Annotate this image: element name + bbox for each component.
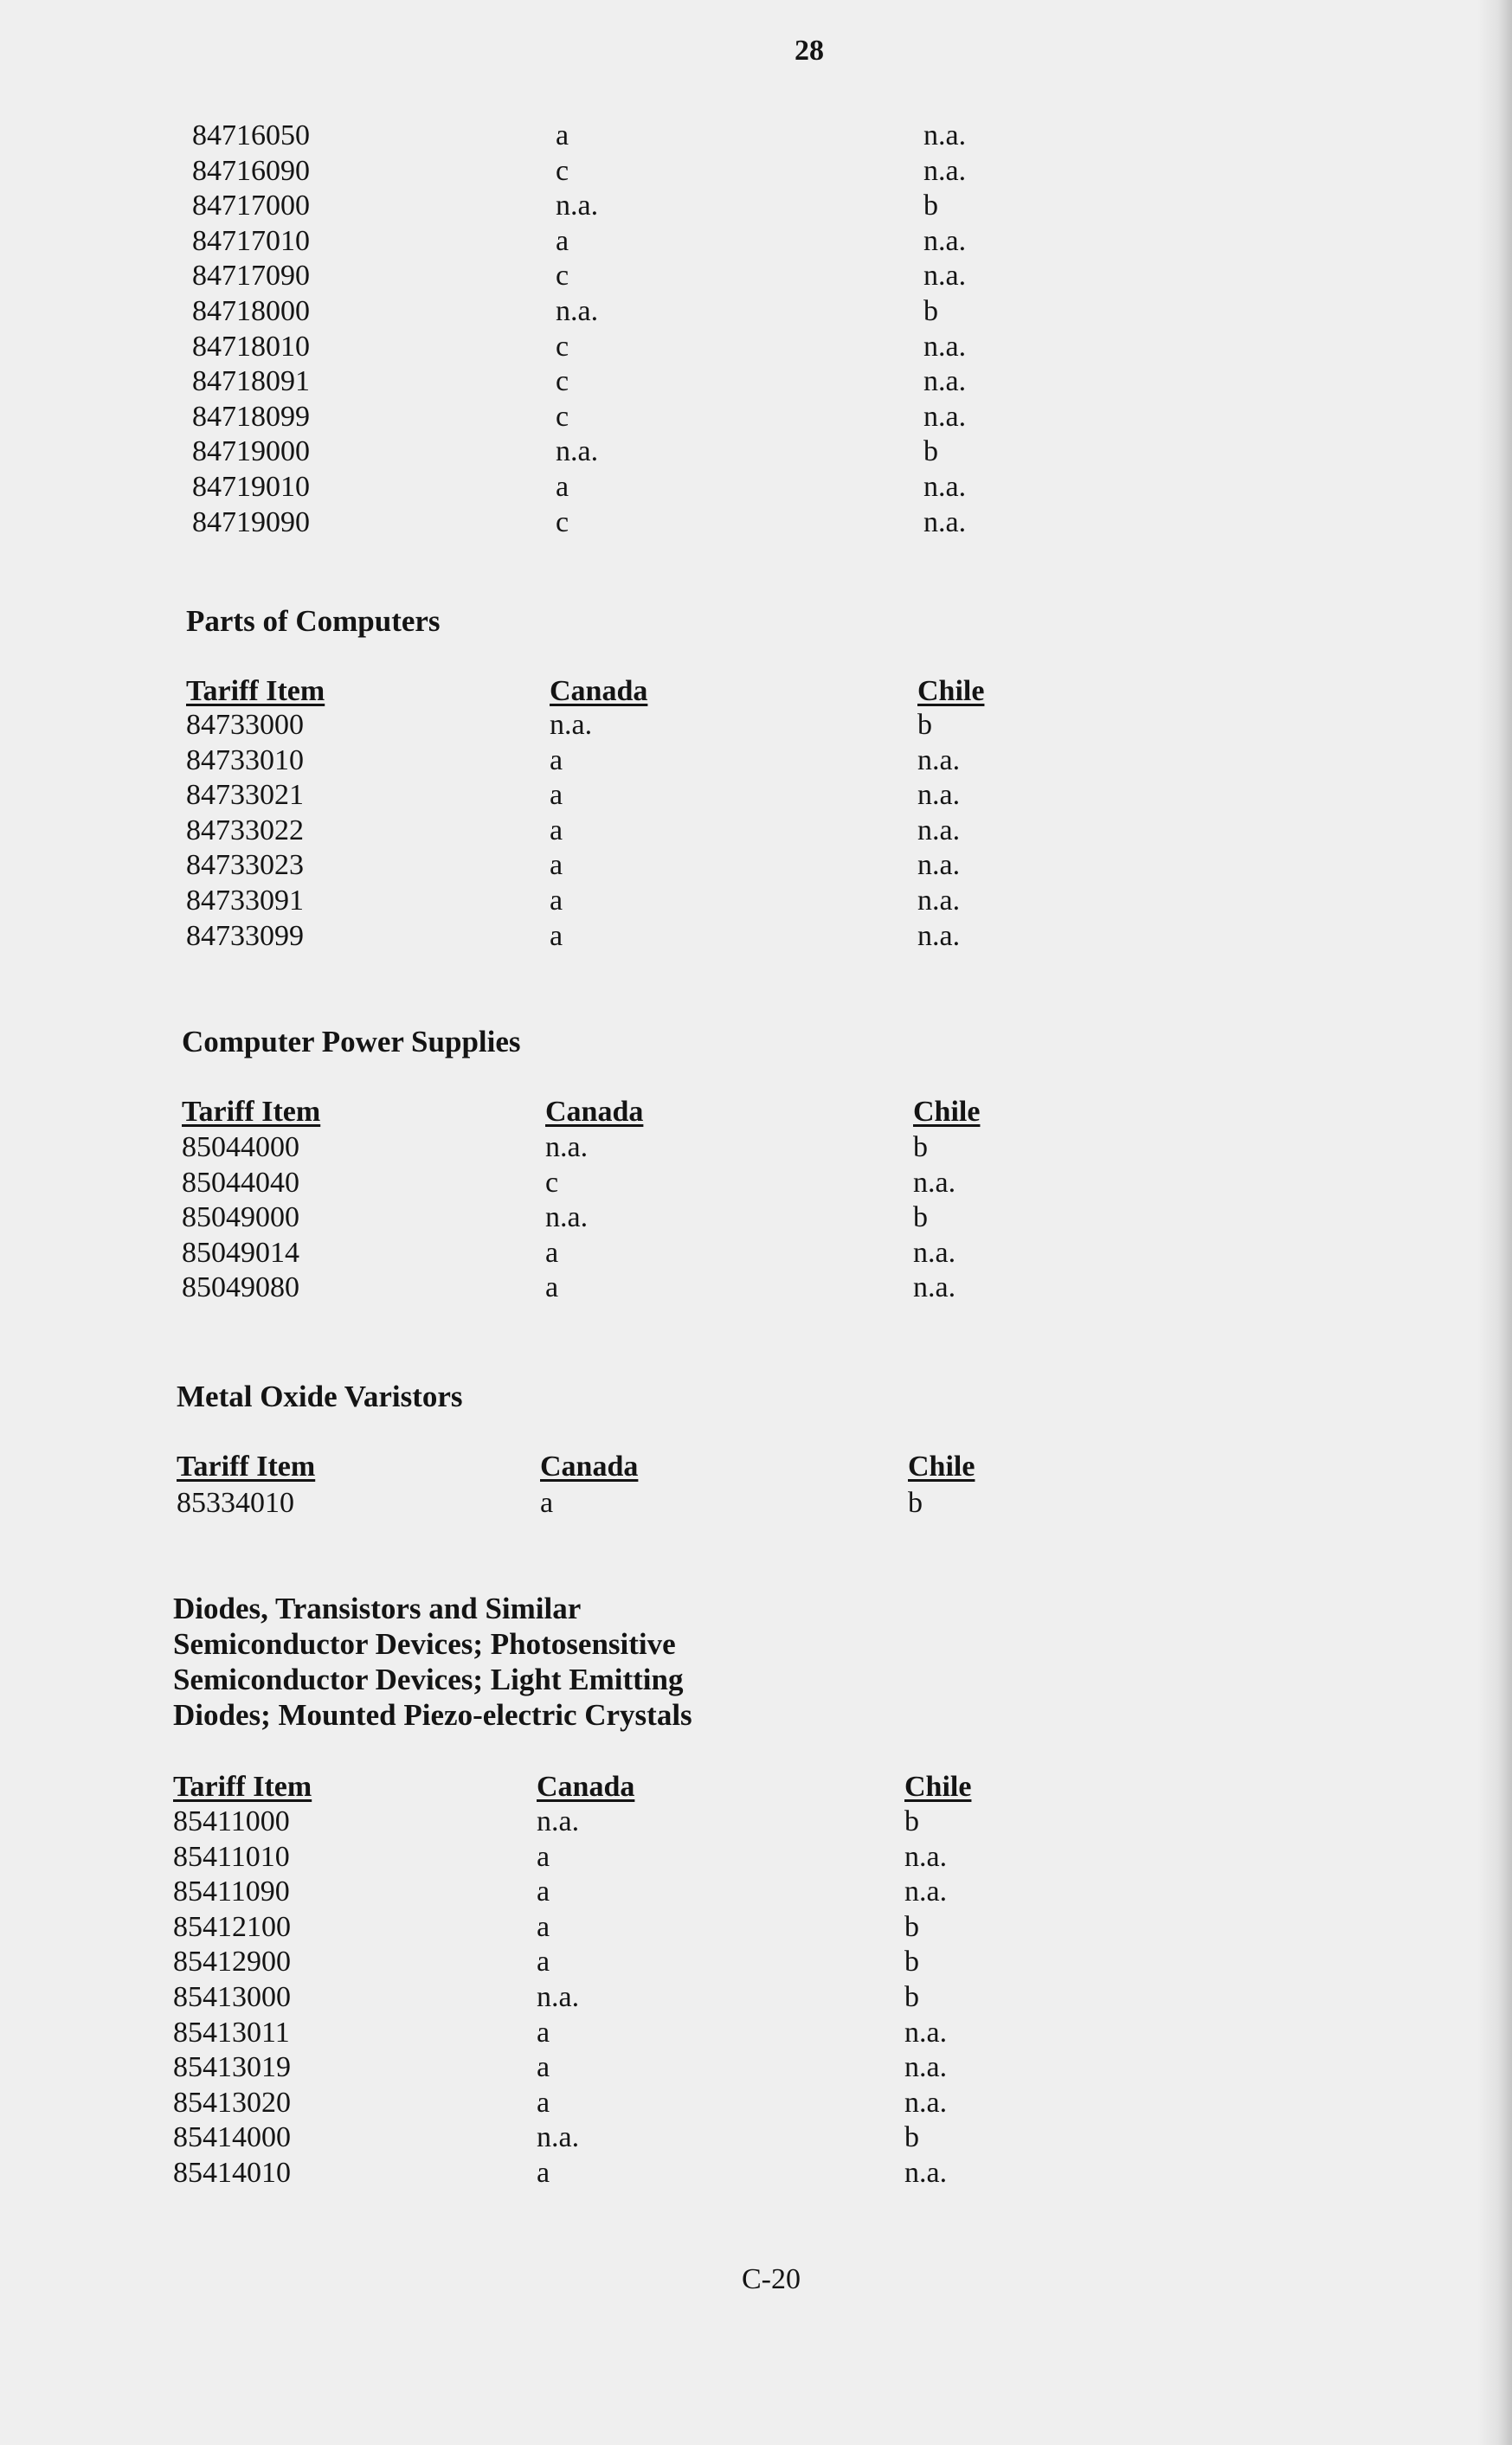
chile-cell: b: [904, 1946, 919, 1979]
chile-cell: n.a.: [917, 849, 961, 882]
canada-cell: n.a.: [556, 295, 599, 327]
tariff-item-cell: 84716050: [192, 119, 310, 151]
tariff-item-cell: 85414010: [173, 2157, 291, 2189]
tariff-item-cell: 85411090: [173, 1876, 290, 1908]
header-tariff-item: Tariff Item: [182, 1096, 321, 1128]
chile-cell: b: [904, 1981, 919, 2013]
canada-cell: a: [537, 1946, 550, 1979]
tariff-item-cell: 84717010: [192, 224, 310, 257]
chile-cell: n.a.: [913, 1166, 956, 1199]
chile-cell: n.a.: [923, 330, 967, 363]
tariff-item-cell: 85413019: [173, 2051, 291, 2084]
tariff-item-cell: 84733010: [186, 743, 304, 776]
canada-cell: a: [540, 1487, 554, 1519]
canada-cell: a: [545, 1236, 559, 1269]
chile-cell: b: [904, 2121, 919, 2154]
canada-cell: a: [550, 849, 563, 882]
tariff-item-cell: 85413000: [173, 1981, 291, 2013]
chile-cell: n.a.: [904, 1840, 948, 1873]
header-chile: Chile: [913, 1096, 981, 1128]
tariff-item-cell: 84719090: [192, 505, 310, 538]
chile-cell: n.a.: [904, 2086, 948, 2119]
canada-cell: a: [537, 1910, 550, 1943]
header-chile: Chile: [904, 1771, 972, 1803]
canada-cell: c: [556, 365, 569, 398]
canada-cell: n.a.: [545, 1131, 589, 1163]
canada-cell: a: [545, 1271, 559, 1304]
canada-cell: n.a.: [537, 1981, 580, 2013]
canada-cell: a: [550, 814, 563, 846]
tariff-item-cell: 84719000: [192, 435, 310, 468]
canada-cell: a: [556, 471, 569, 503]
canada-cell: c: [545, 1166, 559, 1199]
page-number: 28: [795, 35, 824, 67]
header-chile: Chile: [917, 675, 985, 707]
chile-cell: b: [913, 1201, 928, 1234]
header-canada: Canada: [545, 1096, 644, 1128]
section-title: [173, 1591, 692, 1733]
chile-cell: n.a.: [917, 743, 961, 776]
canada-cell: n.a.: [537, 1805, 580, 1837]
section-title-line: Metal Oxide Varistors: [177, 1380, 463, 1413]
canada-cell: a: [550, 885, 563, 917]
header-canada: Canada: [537, 1771, 635, 1803]
chile-cell: n.a.: [923, 260, 967, 293]
header-canada: Canada: [550, 675, 648, 707]
chile-cell: n.a.: [917, 814, 961, 846]
tariff-item-cell: 85049000: [182, 1201, 299, 1234]
chile-cell: n.a.: [904, 2157, 948, 2189]
chile-cell: b: [913, 1131, 928, 1163]
tariff-item-cell: 84718091: [192, 365, 310, 398]
chile-cell: n.a.: [904, 1876, 948, 1908]
tariff-item-cell: 84733000: [186, 709, 304, 741]
canada-cell: n.a.: [537, 2121, 580, 2154]
canada-cell: a: [537, 1876, 550, 1908]
canada-cell: a: [537, 1840, 550, 1873]
header-canada: Canada: [540, 1451, 639, 1483]
chile-cell: n.a.: [923, 365, 967, 398]
chile-cell: n.a.: [917, 919, 961, 952]
chile-cell: b: [917, 709, 932, 741]
tariff-item-cell: 84733023: [186, 849, 304, 882]
canada-cell: c: [556, 400, 569, 433]
section-title: [182, 1024, 521, 1059]
tariff-item-cell: 85413020: [173, 2086, 291, 2119]
section-title-line: Parts of Computers: [186, 604, 441, 638]
chile-cell: n.a.: [913, 1271, 956, 1304]
tariff-item-cell: 84733022: [186, 814, 304, 846]
section-title-line: Semiconductor Devices; Light Emitting: [173, 1663, 684, 1696]
tariff-item-cell: 85413011: [173, 2016, 290, 2049]
tariff-item-cell: 84717000: [192, 190, 310, 222]
tariff-item-cell: 84718000: [192, 295, 310, 327]
chile-cell: b: [904, 1910, 919, 1943]
canada-cell: a: [537, 2086, 550, 2119]
tariff-item-cell: 84733021: [186, 779, 304, 812]
chile-cell: n.a.: [923, 471, 967, 503]
tariff-item-cell: 84733091: [186, 885, 304, 917]
tariff-item-cell: 85044040: [182, 1166, 299, 1199]
chile-cell: n.a.: [923, 119, 967, 151]
tariff-item-cell: 84718099: [192, 400, 310, 433]
canada-cell: c: [556, 260, 569, 293]
tariff-item-cell: 85049080: [182, 1271, 299, 1304]
tariff-item-cell: 84733099: [186, 919, 304, 952]
chile-cell: n.a.: [917, 885, 961, 917]
tariff-item-cell: 84719010: [192, 471, 310, 503]
tariff-item-cell: 85412100: [173, 1910, 291, 1943]
tariff-item-cell: 85414000: [173, 2121, 291, 2154]
canada-cell: a: [550, 743, 563, 776]
chile-cell: n.a.: [923, 154, 967, 187]
chile-cell: b: [904, 1805, 919, 1837]
canada-cell: n.a.: [550, 709, 593, 741]
header-chile: Chile: [908, 1451, 975, 1483]
tariff-item-cell: 85334010: [177, 1487, 294, 1519]
canada-cell: a: [537, 2016, 550, 2049]
canada-cell: a: [550, 779, 563, 812]
chile-cell: b: [923, 295, 938, 327]
canada-cell: a: [556, 119, 569, 151]
section-title-line: Diodes; Mounted Piezo-electric Crystals: [173, 1698, 692, 1732]
chile-cell: n.a.: [923, 224, 967, 257]
section-title-line: Computer Power Supplies: [182, 1025, 521, 1058]
page-edge-shadow: [1477, 0, 1512, 2445]
tariff-item-cell: 85411010: [173, 1840, 290, 1873]
canada-cell: a: [537, 2157, 550, 2189]
tariff-item-cell: 84716090: [192, 154, 310, 187]
tariff-item-cell: 85044000: [182, 1131, 299, 1163]
canada-cell: c: [556, 505, 569, 538]
page-footer: C-20: [742, 2263, 801, 2295]
canada-cell: c: [556, 330, 569, 363]
tariff-item-cell: 84717090: [192, 260, 310, 293]
section-title-line: Diodes, Transistors and Similar: [173, 1592, 582, 1625]
chile-cell: n.a.: [923, 505, 967, 538]
tariff-item-cell: 85412900: [173, 1946, 291, 1979]
chile-cell: b: [923, 190, 938, 222]
section-title: [186, 603, 441, 639]
header-tariff-item: Tariff Item: [186, 675, 325, 707]
chile-cell: n.a.: [917, 779, 961, 812]
canada-cell: a: [550, 919, 563, 952]
chile-cell: n.a.: [904, 2016, 948, 2049]
canada-cell: n.a.: [556, 190, 599, 222]
canada-cell: c: [556, 154, 569, 187]
chile-cell: n.a.: [904, 2051, 948, 2084]
chile-cell: n.a.: [923, 400, 967, 433]
section-title: [177, 1379, 463, 1414]
chile-cell: b: [908, 1487, 923, 1519]
canada-cell: a: [537, 2051, 550, 2084]
chile-cell: b: [923, 435, 938, 468]
header-tariff-item: Tariff Item: [177, 1451, 316, 1483]
tariff-item-cell: 84718010: [192, 330, 310, 363]
canada-cell: n.a.: [545, 1201, 589, 1234]
tariff-item-cell: 85411000: [173, 1805, 290, 1837]
tariff-item-cell: 85049014: [182, 1236, 299, 1269]
canada-cell: n.a.: [556, 435, 599, 468]
header-tariff-item: Tariff Item: [173, 1771, 312, 1803]
chile-cell: n.a.: [913, 1236, 956, 1269]
section-title-line: Semiconductor Devices; Photosensitive: [173, 1627, 676, 1661]
canada-cell: a: [556, 224, 569, 257]
